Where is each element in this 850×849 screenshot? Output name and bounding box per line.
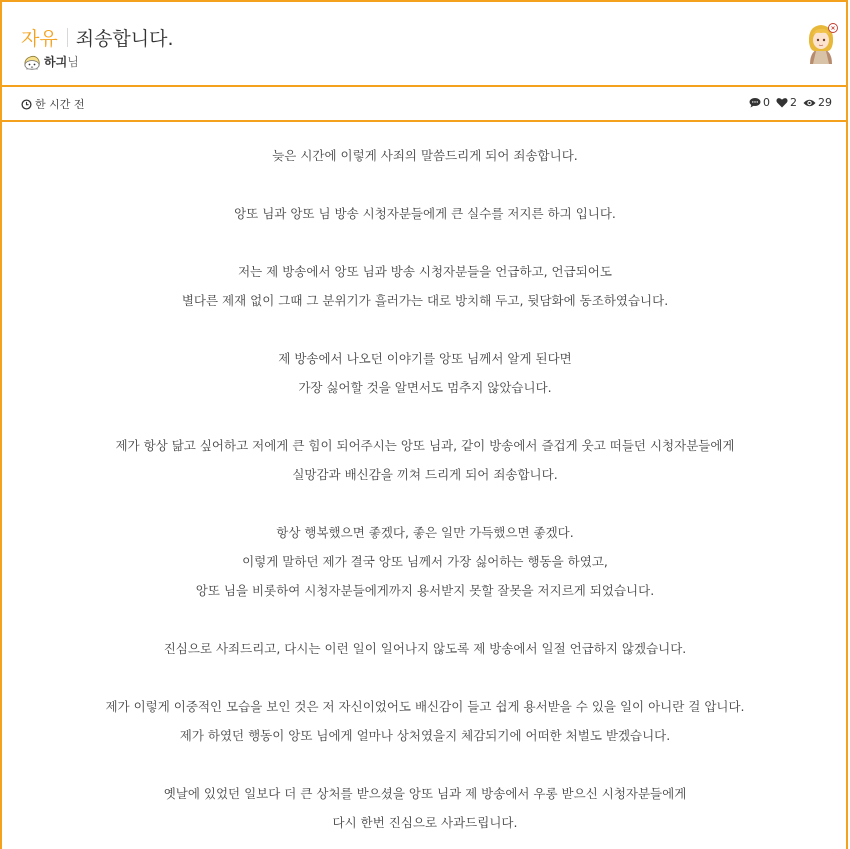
body-line: 다시 한번 진심으로 사과드립니다.: [332, 815, 518, 830]
body-line: 제가 이렇게 이중적인 모습을 보인 것은 저 자신이었어도 배신감이 들고 쉽게 용서받을 수 있을 일이 아니란 걸 압니다.: [105, 699, 745, 714]
body-line: 저는 제 방송에서 앙또 님과 방송 시청자분들을 언급하고, 언급되어도: [238, 264, 612, 279]
body-line: 항상 행복했으면 좋겠다, 좋은 일만 가득했으면 좋겠다.: [276, 525, 574, 540]
body-line: 진심으로 사죄드리고, 다시는 이런 일이 일어나지 않도록 제 방송에서 일절 언급하지 않겠습니다.: [163, 641, 687, 656]
post-body: [2, 141, 848, 837]
time-text: 한 시간 전: [35, 98, 85, 111]
body-line: 앙또 님을 비롯하여 시청자분들에게까지 용서받지 못할 잘못을 저지르게 되었습니다.: [195, 583, 655, 598]
body-line: 늦은 시간에 이렇게 사죄의 말씀드리게 되어 죄송합니다.: [272, 148, 578, 163]
author-suffix: 님: [67, 55, 79, 69]
body-line: 옛날에 있었던 일보다 더 큰 상처를 받으셨을 앙또 님과 제 방송에서 우롱 받으신 시청자분들에게: [163, 786, 687, 801]
paragraph-gap: [2, 605, 848, 634]
post-time: [21, 96, 85, 112]
clock-icon: [21, 99, 32, 110]
body-line: 별다른 제재 없이 그때 그 분위기가 흘러가는 대로 방치해 두고, 뒷담화에 동조하였습니다.: [181, 293, 669, 308]
paragraph-gap: [2, 663, 848, 692]
like-count-value: 2: [790, 96, 797, 109]
body-line: 제가 하였던 행동이 앙또 님에게 얼마나 상처였을지 체감되기에 어떠한 처벌도 받겠습니다.: [179, 728, 671, 743]
view-count: [803, 96, 832, 109]
body-line: 제 방송에서 나오던 이야기를 앙또 님께서 알게 된다면: [278, 351, 572, 366]
post-meta-bar: [2, 87, 848, 120]
title-divider: [67, 28, 68, 47]
paragraph-gap: [2, 315, 848, 344]
paragraph-gap: [2, 402, 848, 431]
like-count[interactable]: [776, 96, 797, 109]
author-name: 하긔: [44, 55, 68, 69]
body-line: 가장 싫어할 것을 알면서도 멈추지 않았습니다.: [298, 380, 552, 395]
title-row: [21, 24, 174, 51]
paragraph-gap: [2, 489, 848, 518]
author-row[interactable]: [23, 53, 79, 70]
view-count-value: 29: [818, 96, 832, 109]
body-line: 제가 항상 닮고 싶어하고 저에게 큰 힘이 되어주시는 앙또 님과, 같이 방송에서 즐겁게 웃고 떠들던 시청자분들에게: [115, 438, 735, 453]
paragraph-gap: [2, 750, 848, 779]
comment-count[interactable]: [749, 96, 770, 109]
paragraph-gap: [2, 228, 848, 257]
post-title: 죄송합니다.: [75, 28, 174, 50]
user-avatar-image[interactable]: [804, 20, 838, 64]
category-link[interactable]: 자유: [21, 28, 58, 50]
eye-icon: [803, 98, 816, 108]
meta-divider: [2, 120, 848, 122]
body-line: 실망감과 배신감을 끼쳐 드리게 되어 죄송합니다.: [292, 467, 558, 482]
heart-icon: [776, 97, 788, 108]
paragraph-gap: [2, 170, 848, 199]
comment-icon: [749, 97, 761, 108]
body-line: 앙또 님과 앙또 님 방송 시청자분들에게 큰 실수를 저지른 하긔 입니다.: [234, 206, 616, 221]
comment-count-value: 0: [763, 96, 770, 109]
emoji-face-icon: [23, 54, 41, 70]
post-header: [2, 2, 848, 85]
post-stats: [743, 96, 832, 109]
body-line: 이렇게 말하던 제가 결국 앙또 님께서 가장 싫어하는 행동을 하였고,: [242, 554, 608, 569]
